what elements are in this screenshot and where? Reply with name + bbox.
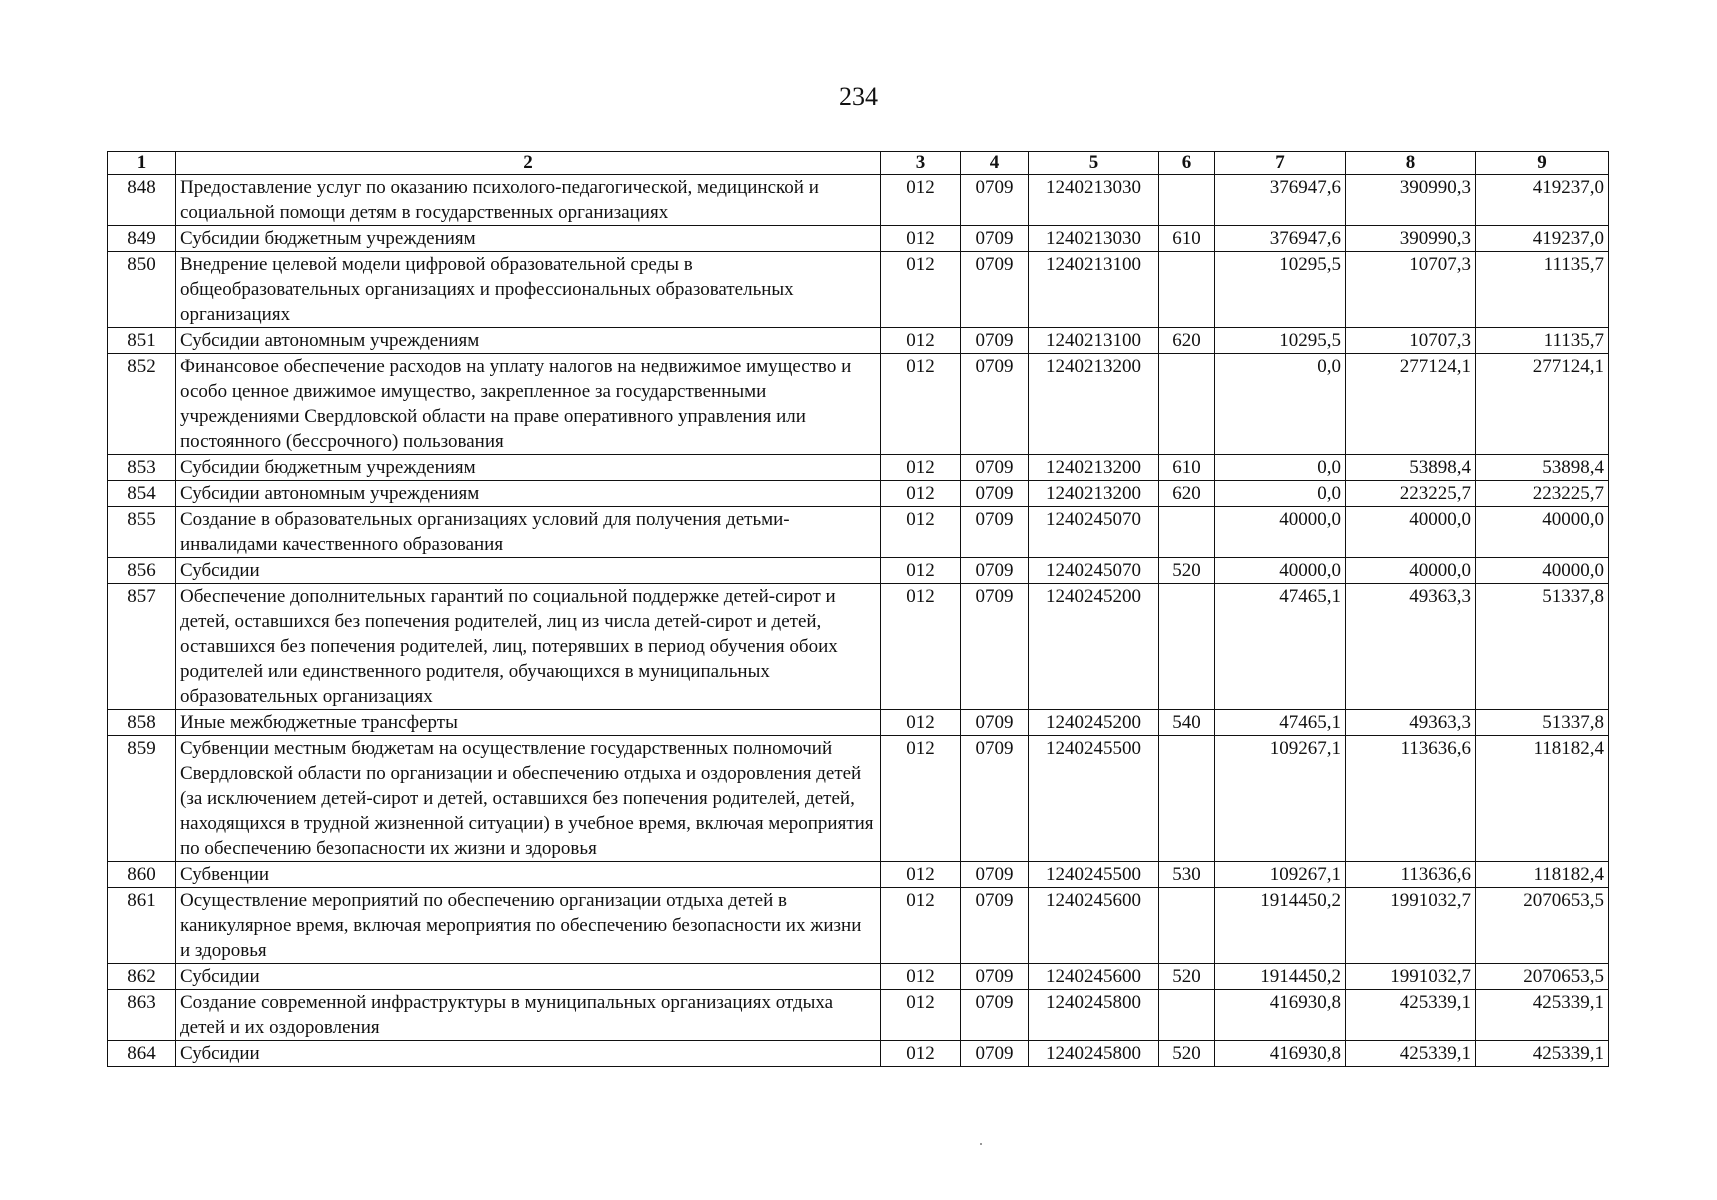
table-row [108, 328, 1609, 354]
row-name: Обеспечение дополнительных гарантий по социальной поддержке детей-сирот и детей, оставшихся без попечения родителей, лиц из числа детей-сирот и детей, оставшихся без попечения родителей, лиц, потерявших в период обучения обоих родителей или единственного родителя, обучающихся в муниципальных образовательных организациях [176, 584, 881, 710]
row-code-expense-type: 520 [1159, 964, 1215, 990]
row-value-8: 113636,6 [1346, 862, 1476, 888]
table-row [108, 354, 1609, 455]
row-code-expense-type [1159, 175, 1215, 226]
row-code-target: 1240245600 [1029, 964, 1159, 990]
row-name: Субсидии [176, 558, 881, 584]
row-value-7: 1914450,2 [1215, 888, 1346, 964]
row-code-expense-type: 610 [1159, 226, 1215, 252]
column-header-8: 8 [1346, 152, 1476, 175]
row-code-admin: 012 [881, 507, 961, 558]
row-code-admin: 012 [881, 328, 961, 354]
row-value-8: 223225,7 [1346, 481, 1476, 507]
row-value-8: 1991032,7 [1346, 888, 1476, 964]
row-code-expense-type: 520 [1159, 558, 1215, 584]
row-number: 855 [108, 507, 176, 558]
row-code-target: 1240213200 [1029, 455, 1159, 481]
row-name: Внедрение целевой модели цифровой образовательной среды в общеобразовательных организациях и профессиональных образовательных организациях [176, 252, 881, 328]
row-code-expense-type [1159, 354, 1215, 455]
row-number: 859 [108, 736, 176, 862]
row-value-9: 51337,8 [1476, 710, 1609, 736]
row-code-target: 1240245800 [1029, 1041, 1159, 1067]
column-header-2: 2 [176, 152, 881, 175]
row-value-9: 419237,0 [1476, 175, 1609, 226]
row-value-8: 10707,3 [1346, 328, 1476, 354]
row-value-9: 40000,0 [1476, 558, 1609, 584]
row-code-section: 0709 [961, 481, 1029, 507]
row-code-section: 0709 [961, 736, 1029, 862]
row-code-expense-type [1159, 507, 1215, 558]
row-code-admin: 012 [881, 990, 961, 1041]
row-value-7: 416930,8 [1215, 1041, 1346, 1067]
row-code-admin: 012 [881, 252, 961, 328]
row-code-target: 1240213100 [1029, 252, 1159, 328]
row-number: 856 [108, 558, 176, 584]
row-code-expense-type: 530 [1159, 862, 1215, 888]
row-value-8: 390990,3 [1346, 226, 1476, 252]
row-code-target: 1240245500 [1029, 862, 1159, 888]
table-row [108, 481, 1609, 507]
row-code-admin: 012 [881, 964, 961, 990]
row-value-7: 376947,6 [1215, 226, 1346, 252]
row-value-8: 40000,0 [1346, 507, 1476, 558]
row-code-target: 1240245200 [1029, 710, 1159, 736]
header-row [108, 152, 1609, 175]
row-code-section: 0709 [961, 507, 1029, 558]
row-value-9: 118182,4 [1476, 736, 1609, 862]
row-code-section: 0709 [961, 584, 1029, 710]
row-code-target: 1240245600 [1029, 888, 1159, 964]
table-row [108, 710, 1609, 736]
row-code-target: 1240213200 [1029, 481, 1159, 507]
table-row [108, 990, 1609, 1041]
row-code-target: 1240213100 [1029, 328, 1159, 354]
table-row [108, 226, 1609, 252]
table-row [108, 736, 1609, 862]
row-code-expense-type: 540 [1159, 710, 1215, 736]
table-row [108, 862, 1609, 888]
scan-speck [980, 1143, 982, 1145]
row-number: 849 [108, 226, 176, 252]
row-value-8: 53898,4 [1346, 455, 1476, 481]
row-name: Осуществление мероприятий по обеспечению организации отдыха детей в каникулярное время, включая мероприятия по обеспечению безопасности их жизни и здоровья [176, 888, 881, 964]
row-code-expense-type: 620 [1159, 328, 1215, 354]
row-value-7: 10295,5 [1215, 328, 1346, 354]
row-value-8: 40000,0 [1346, 558, 1476, 584]
row-code-section: 0709 [961, 455, 1029, 481]
row-value-7: 109267,1 [1215, 862, 1346, 888]
row-value-7: 0,0 [1215, 455, 1346, 481]
row-code-target: 1240213200 [1029, 354, 1159, 455]
row-code-target: 1240245800 [1029, 990, 1159, 1041]
row-value-7: 0,0 [1215, 354, 1346, 455]
row-code-expense-type: 610 [1159, 455, 1215, 481]
row-code-expense-type [1159, 252, 1215, 328]
row-value-8: 425339,1 [1346, 990, 1476, 1041]
row-number: 854 [108, 481, 176, 507]
row-value-7: 40000,0 [1215, 558, 1346, 584]
row-name: Субсидии автономным учреждениям [176, 328, 881, 354]
row-value-8: 1991032,7 [1346, 964, 1476, 990]
row-value-9: 419237,0 [1476, 226, 1609, 252]
row-code-target: 1240213030 [1029, 175, 1159, 226]
row-code-admin: 012 [881, 558, 961, 584]
row-code-expense-type [1159, 736, 1215, 862]
row-code-expense-type [1159, 888, 1215, 964]
row-code-section: 0709 [961, 990, 1029, 1041]
budget-table [107, 151, 1609, 1067]
row-value-8: 113636,6 [1346, 736, 1476, 862]
row-number: 858 [108, 710, 176, 736]
table-row [108, 888, 1609, 964]
row-value-7: 40000,0 [1215, 507, 1346, 558]
row-value-7: 0,0 [1215, 481, 1346, 507]
row-code-expense-type [1159, 990, 1215, 1041]
row-code-admin: 012 [881, 862, 961, 888]
column-header-4: 4 [961, 152, 1029, 175]
row-value-8: 49363,3 [1346, 710, 1476, 736]
row-code-admin: 012 [881, 1041, 961, 1067]
table-row [108, 1041, 1609, 1067]
row-name: Субсидии бюджетным учреждениям [176, 226, 881, 252]
row-value-8: 390990,3 [1346, 175, 1476, 226]
row-name: Субсидии [176, 1041, 881, 1067]
row-code-section: 0709 [961, 1041, 1029, 1067]
column-header-6: 6 [1159, 152, 1215, 175]
row-number: 851 [108, 328, 176, 354]
row-code-target: 1240245070 [1029, 558, 1159, 584]
row-value-9: 2070653,5 [1476, 964, 1609, 990]
row-value-9: 40000,0 [1476, 507, 1609, 558]
row-number: 853 [108, 455, 176, 481]
row-number: 850 [108, 252, 176, 328]
row-name: Субвенции [176, 862, 881, 888]
row-number: 857 [108, 584, 176, 710]
row-value-7: 47465,1 [1215, 710, 1346, 736]
row-code-admin: 012 [881, 481, 961, 507]
row-value-9: 53898,4 [1476, 455, 1609, 481]
row-name: Субвенции местным бюджетам на осуществление государственных полномочий Свердловской области по организации и обеспечению отдыха и оздоровления детей (за исключением детей-сирот и детей, оставшихся без попечения родителей, детей, находящихся в трудной жизненной ситуации) в учебное время, включая мероприятия по обеспечению безопасности их жизни и здоровья [176, 736, 881, 862]
table-row [108, 964, 1609, 990]
row-value-9: 2070653,5 [1476, 888, 1609, 964]
row-name: Субсидии [176, 964, 881, 990]
row-code-target: 1240245070 [1029, 507, 1159, 558]
table-row [108, 507, 1609, 558]
row-name: Финансовое обеспечение расходов на уплату налогов на недвижимое имущество и особо ценное движимое имущество, закрепленное за государственными учреждениями Свердловской области на праве оперативного управления или постоянного (бессрочного) пользования [176, 354, 881, 455]
row-code-section: 0709 [961, 558, 1029, 584]
row-number: 863 [108, 990, 176, 1041]
row-number: 860 [108, 862, 176, 888]
row-code-admin: 012 [881, 888, 961, 964]
row-code-section: 0709 [961, 226, 1029, 252]
row-code-section: 0709 [961, 328, 1029, 354]
row-value-8: 425339,1 [1346, 1041, 1476, 1067]
page-number: 234 [839, 82, 878, 111]
row-value-7: 416930,8 [1215, 990, 1346, 1041]
row-code-section: 0709 [961, 354, 1029, 455]
row-code-section: 0709 [961, 888, 1029, 964]
row-code-target: 1240245500 [1029, 736, 1159, 862]
row-code-admin: 012 [881, 354, 961, 455]
row-code-admin: 012 [881, 175, 961, 226]
row-code-section: 0709 [961, 175, 1029, 226]
row-value-7: 109267,1 [1215, 736, 1346, 862]
column-header-1: 1 [108, 152, 176, 175]
row-value-9: 51337,8 [1476, 584, 1609, 710]
row-name: Иные межбюджетные трансферты [176, 710, 881, 736]
row-value-7: 1914450,2 [1215, 964, 1346, 990]
row-number: 852 [108, 354, 176, 455]
row-number: 861 [108, 888, 176, 964]
row-name: Субсидии бюджетным учреждениям [176, 455, 881, 481]
row-code-admin: 012 [881, 736, 961, 862]
column-header-7: 7 [1215, 152, 1346, 175]
row-name: Предоставление услуг по оказанию психолого-педагогической, медицинской и социальной помощи детям в государственных организациях [176, 175, 881, 226]
row-code-expense-type: 520 [1159, 1041, 1215, 1067]
row-code-section: 0709 [961, 964, 1029, 990]
row-number: 862 [108, 964, 176, 990]
row-value-9: 277124,1 [1476, 354, 1609, 455]
row-value-8: 49363,3 [1346, 584, 1476, 710]
row-value-7: 47465,1 [1215, 584, 1346, 710]
row-code-expense-type: 620 [1159, 481, 1215, 507]
row-value-9: 11135,7 [1476, 328, 1609, 354]
row-code-admin: 012 [881, 455, 961, 481]
table-row [108, 252, 1609, 328]
table-row [108, 455, 1609, 481]
row-value-9: 425339,1 [1476, 990, 1609, 1041]
row-value-7: 376947,6 [1215, 175, 1346, 226]
row-value-9: 223225,7 [1476, 481, 1609, 507]
row-code-admin: 012 [881, 710, 961, 736]
row-code-section: 0709 [961, 710, 1029, 736]
row-code-section: 0709 [961, 862, 1029, 888]
row-value-8: 10707,3 [1346, 252, 1476, 328]
table-row [108, 584, 1609, 710]
column-header-5: 5 [1029, 152, 1159, 175]
row-code-expense-type [1159, 584, 1215, 710]
row-value-8: 277124,1 [1346, 354, 1476, 455]
row-code-admin: 012 [881, 226, 961, 252]
row-code-admin: 012 [881, 584, 961, 710]
table-row [108, 175, 1609, 226]
row-value-9: 11135,7 [1476, 252, 1609, 328]
row-code-target: 1240213030 [1029, 226, 1159, 252]
row-code-section: 0709 [961, 252, 1029, 328]
row-name: Создание в образовательных организациях условий для получения детьми-инвалидами качественного образования [176, 507, 881, 558]
column-header-9: 9 [1476, 152, 1609, 175]
row-name: Субсидии автономным учреждениям [176, 481, 881, 507]
row-value-9: 425339,1 [1476, 1041, 1609, 1067]
row-number: 864 [108, 1041, 176, 1067]
column-header-3: 3 [881, 152, 961, 175]
table-row [108, 558, 1609, 584]
row-value-9: 118182,4 [1476, 862, 1609, 888]
row-number: 848 [108, 175, 176, 226]
row-value-7: 10295,5 [1215, 252, 1346, 328]
row-code-target: 1240245200 [1029, 584, 1159, 710]
row-name: Создание современной инфраструктуры в муниципальных организациях отдыха детей и их оздоровления [176, 990, 881, 1041]
